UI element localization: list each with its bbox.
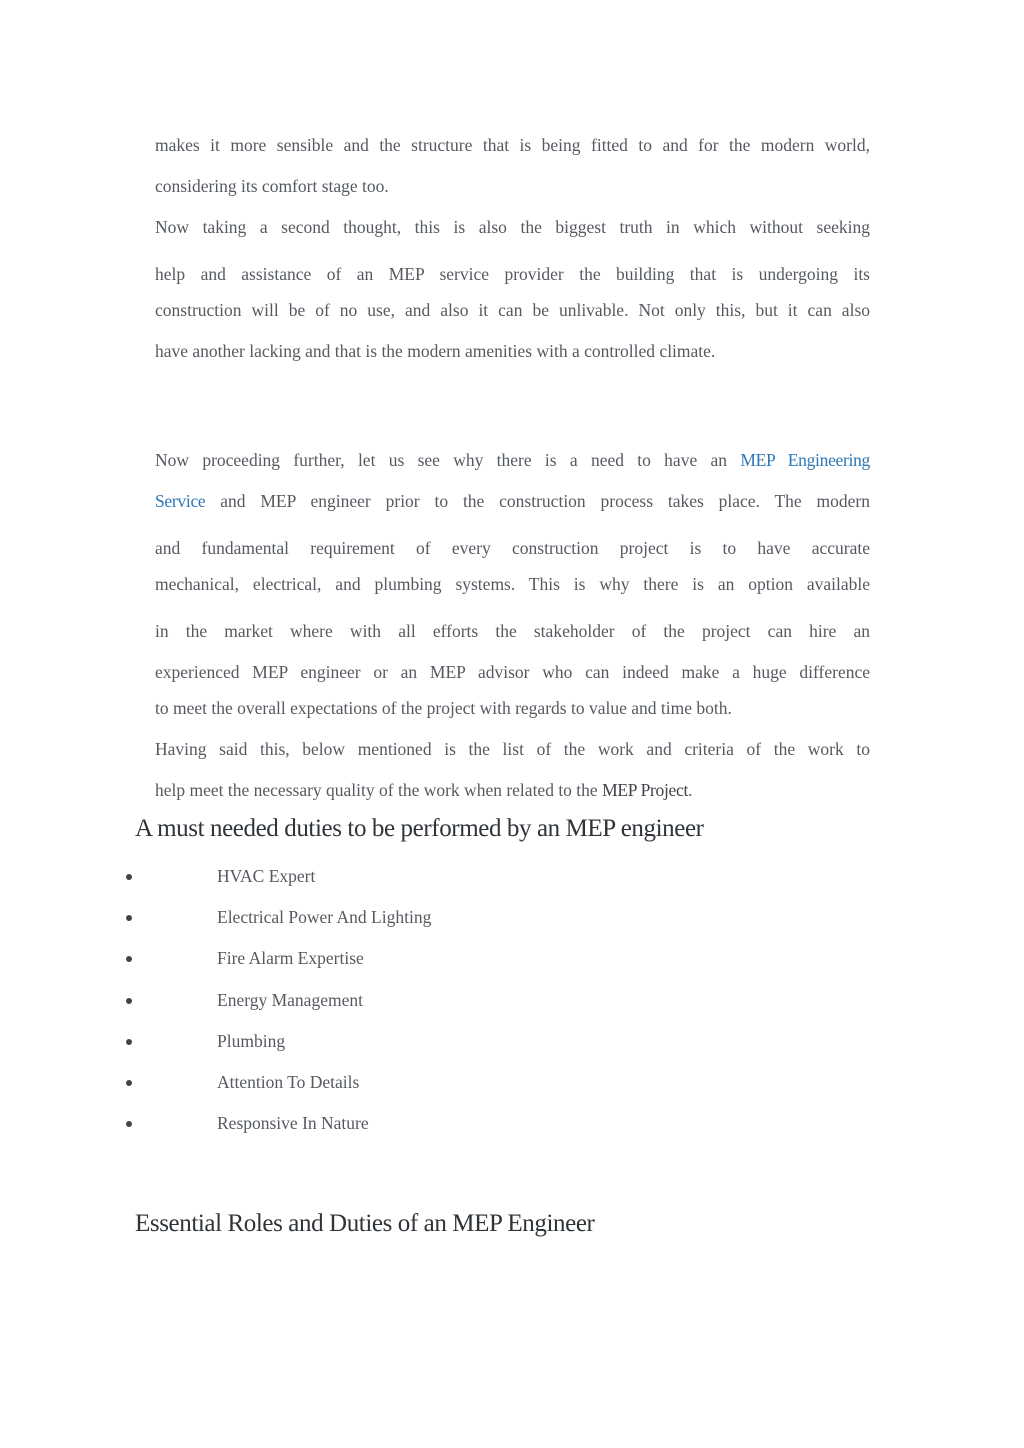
bullet-icon xyxy=(126,915,132,921)
list-item-label: Plumbing xyxy=(217,1031,286,1051)
body-text-line: to meet the overall expectations of the project with regards to value and time both. xyxy=(155,698,732,718)
mep-engineering-service-link-continued[interactable]: Service xyxy=(155,491,206,511)
body-text-line: mechanical, electrical, and plumbing systems. This is why there is an option available xyxy=(155,574,870,594)
body-text-line: and fundamental requirement of every construction project is to have accurate xyxy=(155,538,870,558)
list-item-label: Energy Management xyxy=(217,990,363,1010)
body-text-line: help and assistance of an MEP service provider the building that is undergoing its xyxy=(155,264,870,284)
mep-project-link[interactable]: MEP Project xyxy=(602,780,689,800)
list-item xyxy=(0,905,700,929)
body-text-line: construction will be of no use, and also it can be unlivable. Not only this, but it can also xyxy=(155,300,870,320)
list-item xyxy=(0,864,700,888)
mep-engineering-service-link[interactable]: MEP Engineering xyxy=(740,450,870,470)
list-item-label: Electrical Power And Lighting xyxy=(217,907,432,927)
list-item xyxy=(0,946,700,970)
body-text: help meet the necessary quality of the work when related to the xyxy=(155,780,603,800)
body-text-line: considering its comfort stage too. xyxy=(155,176,389,196)
bullet-icon xyxy=(126,874,132,880)
body-text-line: makes it more sensible and the structure that is being fitted to and for the modern world, xyxy=(155,135,870,155)
list-item-label: HVAC Expert xyxy=(217,866,316,886)
body-text: Now proceeding further, let us see why there is a need to have an xyxy=(155,450,741,470)
section-heading-roles: Essential Roles and Duties of an MEP Engineer xyxy=(135,1210,595,1237)
bullet-icon xyxy=(126,998,132,1004)
list-item-label: Attention To Details xyxy=(217,1072,360,1092)
body-text-line: experienced MEP engineer or an MEP advisor who can indeed make a huge difference xyxy=(155,662,870,682)
body-text-line: Having said this, below mentioned is the list of the work and criteria of the work to xyxy=(155,739,870,759)
section-heading-duties: A must needed duties to be performed by an MEP engineer xyxy=(135,815,704,842)
body-text-line xyxy=(155,778,870,802)
list-item xyxy=(0,1070,700,1094)
body-text-line: have another lacking and that is the modern amenities with a controlled climate. xyxy=(155,341,716,361)
list-item-label: Fire Alarm Expertise xyxy=(217,948,364,968)
body-text-line xyxy=(155,489,870,513)
body-text-line: Now taking a second thought, this is also the biggest truth in which without seeking xyxy=(155,217,870,237)
bullet-icon xyxy=(126,1080,132,1086)
body-text: and MEP engineer prior to the construction process takes place. The modern xyxy=(205,491,870,511)
list-item xyxy=(0,988,700,1012)
bullet-icon xyxy=(126,956,132,962)
list-item-label: Responsive In Nature xyxy=(217,1113,369,1133)
body-text-line: in the market where with all efforts the stakeholder of the project can hire an xyxy=(155,621,870,641)
body-text: . xyxy=(688,780,693,800)
bullet-icon xyxy=(126,1039,132,1045)
list-item xyxy=(0,1111,700,1135)
body-text-line xyxy=(155,448,870,472)
bullet-icon xyxy=(126,1121,132,1127)
list-item xyxy=(0,1029,700,1053)
